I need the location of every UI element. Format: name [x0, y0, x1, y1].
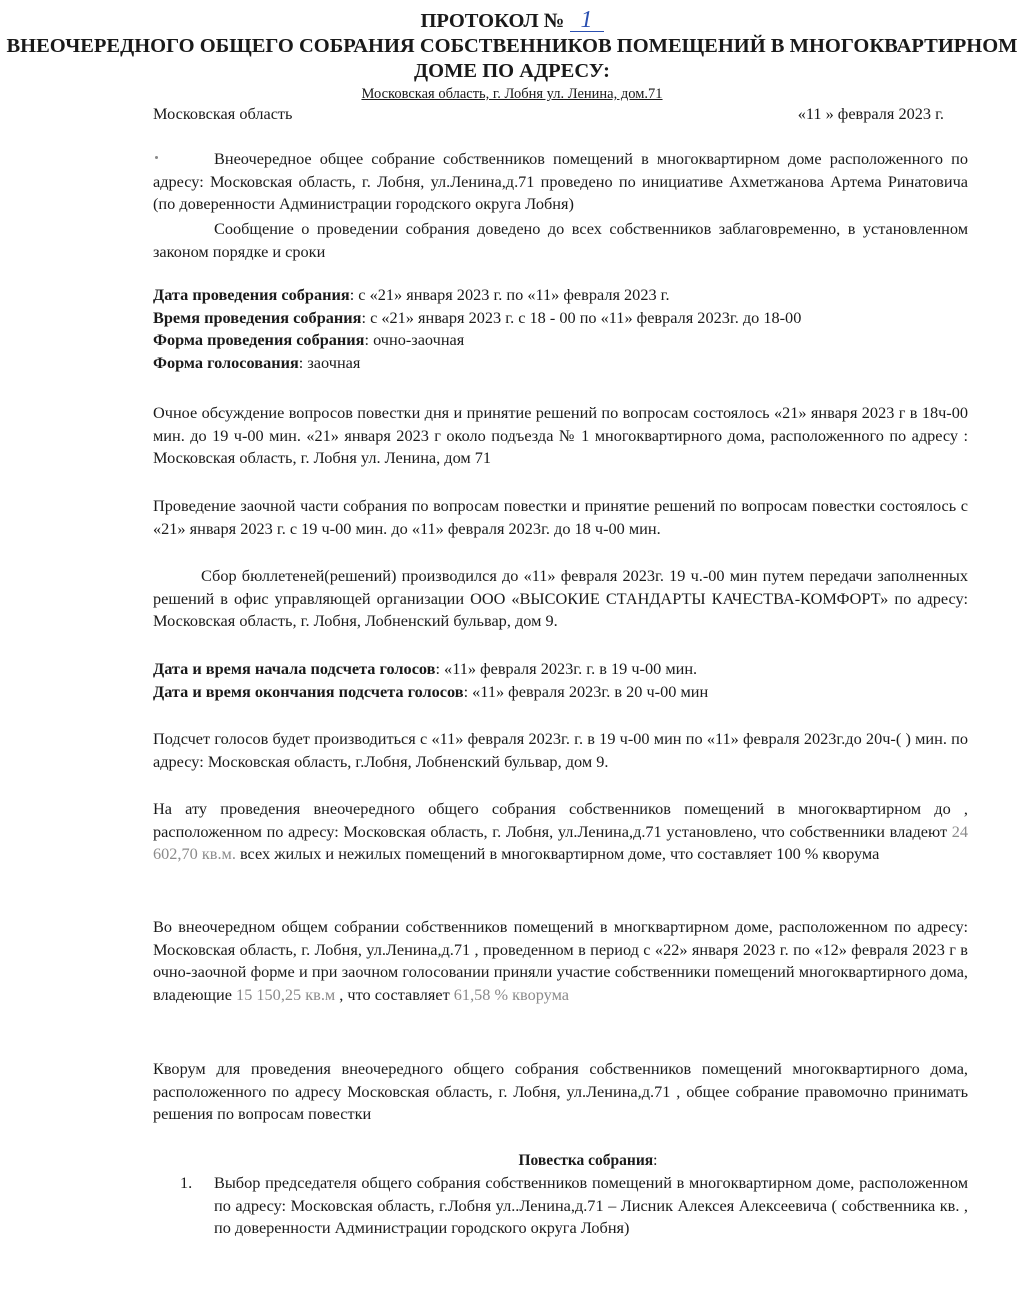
voting-form-value: : заочная — [298, 352, 361, 372]
meeting-form-value: : очно-заочная — [364, 330, 465, 350]
meeting-date-label: Дата проведения собрания — [153, 285, 350, 304]
document-date: «11 » февраля 2023 г. — [797, 104, 944, 123]
participation-paragraph — [153, 916, 968, 1006]
vote-count-times — [153, 658, 968, 703]
place-label: Московская область — [153, 104, 293, 123]
agenda-item — [180, 1172, 968, 1240]
protocol-label: ПРОТОКОЛ № — [420, 10, 565, 32]
building-address: Московская область, г. Лобня ул. Ленина, дом.71 — [361, 86, 663, 102]
agenda-item-text: Выбор председателя общего собрания собственников помещений в многоквартирном доме, расположенном по адресу: Московская область, г.Лобня ул..Ленина,д.71 – Лисник Алексея Алексеевича ( собственника кв. , по доверенности Администрации городского округа Лобня) — [214, 1173, 968, 1238]
protocol-number: 1 — [570, 9, 604, 32]
absentee-paragraph: Проведение заочной части собрания по вопросам повестки и принятие решений по вопросам повестки состоялось с «21» января 2023 г. с 19 ч-00 мин. до «11» февраля 2023г. до 18 ч-00 мин. — [153, 496, 968, 538]
count-end-value: : «11» февраля 2023г. в 20 ч-00 мин — [463, 681, 709, 701]
ballot-collection-paragraph: Сбор бюллетеней(решений) производился до «11» февраля 2023г. 19 ч.-00 мин путем передачи заполненных решений в офис управляющей организации ООО «ВЫСОКИЕ СТАНДАРТЫ КАЧЕСТВА-КОМФОРТ» по адресу: Московская область, г. Лобня, Лобненский бульвар, дом 9. — [153, 566, 968, 631]
counting-paragraph: Подсчет голосов будет производиться с «11» февраля 2023г. г. в 19 ч-00 мин по «11» февраля 2023г.до 20ч-( ) мин. по адресу: Московская область, г.Лобня, Лобненский бульвар, дом 9. — [153, 729, 968, 771]
participation-area: 15 150,25 кв.м — [236, 984, 336, 1004]
meeting-time-label: Время проведения собрания — [153, 307, 362, 327]
participation-percent: 61,58 % кворума — [453, 984, 570, 1004]
meeting-date-value: : с «21» января 2023 г. по «11» февраля 2023 г. — [349, 285, 670, 304]
agenda-item-number: 1. — [180, 1173, 193, 1192]
notice-paragraph: Сообщение о проведении собрания доведено до всех собственников заблаговременно, в установленном законом порядке и сроки — [153, 219, 968, 261]
count-start-line — [153, 658, 968, 681]
meeting-time-line — [153, 307, 968, 330]
quorum-paragraph: Кворум для проведения внеочередного общего собрания собственников помещений многоквартирного дома, расположенного по адресу Московская область, г. Лобня, ул.Ленина,д.71 , общее собрание правомочно принимать решения по вопросам повестки — [153, 1059, 968, 1124]
document-title: ВНЕОЧЕРЕДНОГО ОБЩЕГО СОБРАНИЯ СОБСТВЕННИКОВ ПОМЕЩЕНИЙ В МНОГОКВАРТИРНОМ ДОМЕ ПО АДРЕСУ: — [6, 35, 1018, 82]
total-area-paragraph — [153, 798, 968, 866]
participation-text-a: Во внеочередном общем собрании собственников помещений в многквартирном доме, расположенном по адресу: Московская область, г. Лобня, ул.Ленина,д.71 , проведенном в период с «22» января 2023 г. по «12» февраля 2023 г в очно-заочной форме и при заочном голосовании приняли участие собственники помещений многоквартирного дома, владеющие — [153, 917, 968, 1004]
count-start-label: Дата и время начала подсчета голосов — [153, 659, 436, 678]
meeting-date-line — [153, 284, 968, 307]
protocol-title — [0, 8, 1024, 34]
meeting-time-value: : с «21» января 2023 г. с 18 - 00 по «11» февраля 2023г. до 18-00 — [361, 307, 802, 327]
agenda-heading — [0, 1150, 1024, 1173]
participation-text-b: , что составляет — [335, 984, 454, 1004]
voting-form-line — [153, 352, 968, 375]
meeting-form-line — [153, 329, 968, 352]
count-end-label: Дата и время окончания подсчета голосов — [153, 681, 464, 701]
meeting-form-label: Форма проведения собрания — [153, 330, 365, 350]
count-start-value: : «11» февраля 2023г. г. в 19 ч-00 мин. — [435, 659, 698, 678]
intro-paragraph: Внеочередное общее собрание собственников помещений в многоквартирном доме расположенного по адресу: Московская область, г. Лобня, ул.Ленина,д.71 проведено по инициативе Ахметжанова Артема Ринатовича (по доверенности Администрации городского округа Лобня) — [153, 149, 968, 214]
in-person-paragraph: Очное обсуждение вопросов повестки дня и принятие решений по вопросам состоялось «21» января 2023 г в 18ч-00 мин. до 19 ч-00 мин. «21» января 2023 г около подъезда № 1 многоквартирного дома, расположенного по адресу : Московская область, г. Лобня ул. Ленина, дом 71 — [153, 403, 968, 468]
agenda-heading-text: Повестка собрания — [518, 1152, 654, 1169]
total-area-text-a: На ату проведения внеочередного общего собрания собственников помещений в многоквартирном до , расположенном по адресу: Московская область, г. Лобня, ул.Ленина,д.71 установлено, что собственники владеют — [153, 799, 968, 841]
count-end-line — [153, 681, 968, 704]
total-area-text-b: всех жилых и нежилых помещений в многоквартирном доме, что составляет 100 % кворума — [235, 844, 880, 864]
total-area-value: 24 602,70 кв.м. — [153, 821, 968, 864]
agenda-heading-colon: : — [653, 1152, 658, 1169]
voting-form-label: Форма голосования — [153, 352, 299, 372]
meeting-details — [153, 284, 968, 374]
